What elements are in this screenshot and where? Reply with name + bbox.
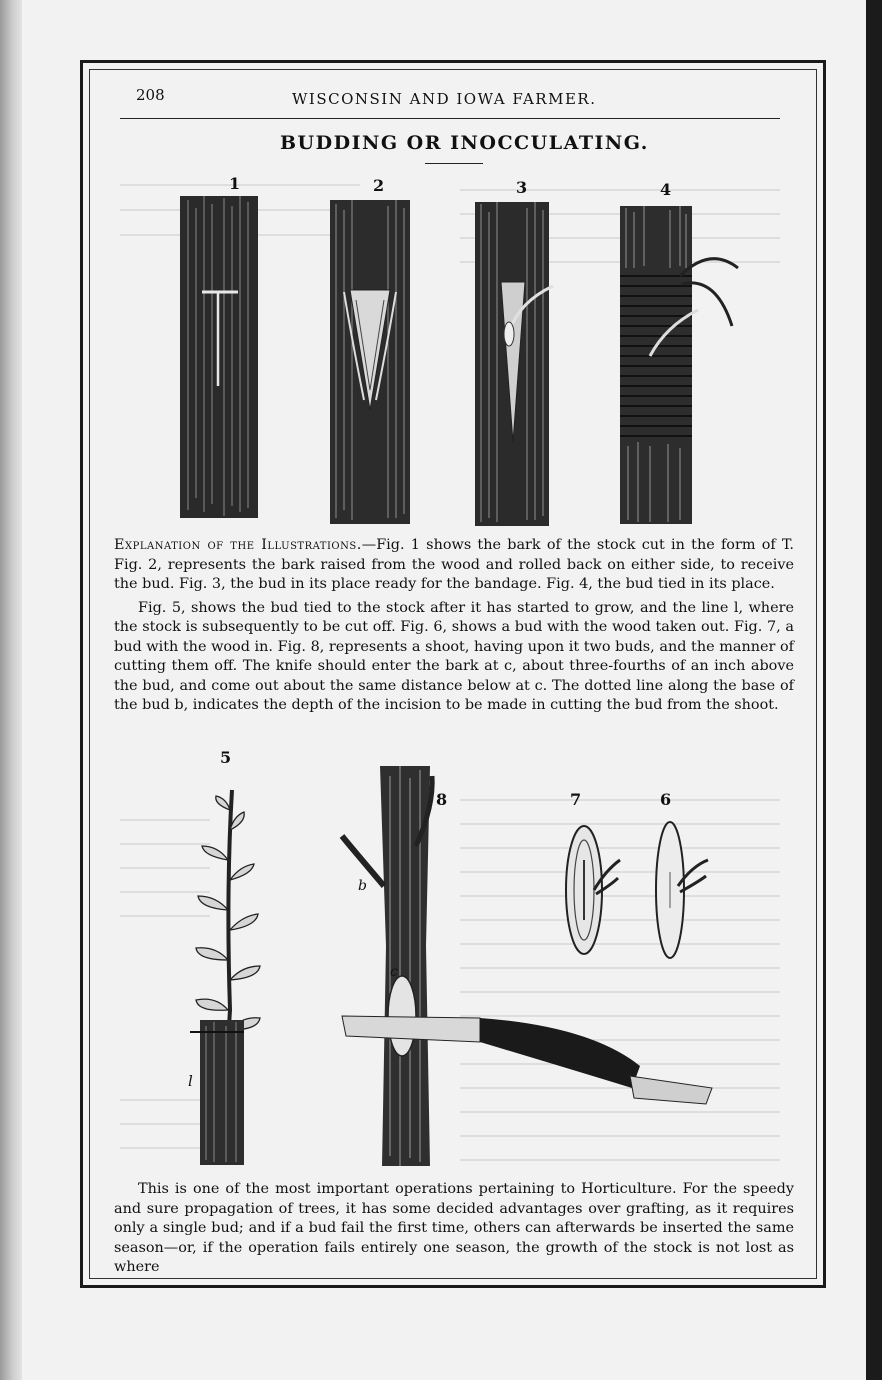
title-rule: [425, 163, 483, 164]
figure-5-line-label: l: [188, 1072, 193, 1090]
explanation-paragraph-1-body: —Fig. 1 shows the bark of the stock cut in the form of T. Fig. 2, represents the bark raised from the wood and rolled back on either side, to receive the bud. Fig. 3, the bud in its place ready for the bandage. Fig. 4, the bud tied in its place.: [114, 537, 794, 592]
closing-text: [114, 1180, 794, 1278]
figure-number-8: 8: [436, 790, 448, 809]
figure-number-7: 7: [570, 790, 582, 809]
running-head: WISCONSIN AND IOWA FARMER.: [292, 90, 597, 108]
figure-number-1: 1: [229, 174, 241, 193]
figure-5-growing-shoot-illustration: [180, 770, 270, 1170]
explanation-paragraph-1: [114, 536, 794, 595]
figure-8-bud-label: b: [358, 878, 367, 894]
figure-3-bud-inserted-illustration: [475, 202, 555, 528]
explanation-paragraph-2: Fig. 5, shows the bud tied to the stock after it has started to grow, and the line l, where the stock is subsequently to be cut off. Fig. 6, shows a bud with the wood taken out. Fig. 7, a bud with the wood in. Fig. 8, represents a shoot, having upon it two buds, and the manner of cutting them off. The knife should enter the bark at c, about three-fourths of an inch above the bud, and come out about the same distance below at c. The dotted line along the base of the bud b, indicates the depth of the incision to be made in cutting the bud from the shoot.: [114, 599, 794, 713]
page-number: 208: [136, 86, 165, 104]
figure-number-6: 6: [660, 790, 672, 809]
figure-number-4: 4: [660, 180, 672, 199]
article-title: BUDDING OR INOCCULATING.: [280, 132, 649, 154]
figure-number-3: 3: [516, 178, 528, 197]
explanation-heading: Explanation of the Illustrations.: [114, 537, 362, 553]
figure-7-bud-with-wood-illustration: [560, 820, 630, 960]
figure-number-2: 2: [373, 176, 385, 195]
figure-number-5: 5: [220, 748, 232, 767]
explanation-text: [114, 536, 794, 716]
closing-paragraph: This is one of the most important operations pertaining to Horticulture. For the speedy and sure propagation of trees, it has some decided advantages over grafting, as it requires only a single bud; and if a bud fail the first time, others can afterwards be inserted the same season—or, if the operation fails entirely one season, the growth of the stock is not lost as where: [114, 1181, 794, 1275]
figure-6-bud-without-wood-illustration: [652, 816, 722, 966]
header-rule: [120, 118, 780, 119]
figure-2-bark-raised-illustration: [330, 200, 412, 526]
figure-1-t-cut-illustration: [180, 196, 260, 520]
figure-8-cut-label: c: [390, 964, 398, 980]
figure-4-bud-tied-illustration: [620, 206, 740, 526]
